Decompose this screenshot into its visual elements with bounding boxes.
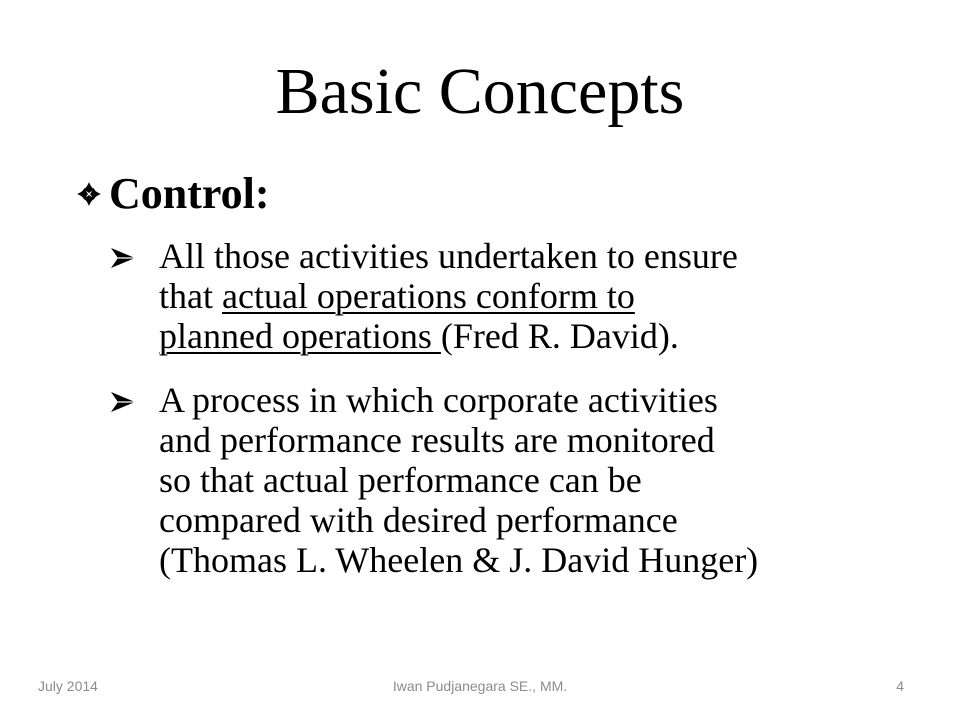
underlined-text-segment: planned operations	[159, 316, 441, 356]
arrow-bullet-icon	[110, 246, 136, 270]
underlined-text-segment: actual operations conform to	[221, 276, 635, 316]
text-segment: compared with desired performance	[159, 500, 678, 540]
text-line	[159, 500, 890, 540]
arrow-bullet-icon	[110, 390, 136, 414]
bullet-control	[75, 166, 270, 222]
text-line	[159, 460, 890, 500]
text-line	[159, 316, 890, 356]
text-line	[159, 236, 890, 276]
text-segment: and performance results are monitored	[159, 420, 715, 460]
text-line	[159, 420, 890, 460]
text-line	[159, 276, 890, 316]
bullet-label: Control:	[109, 169, 270, 218]
sub-bullet-definition-david	[110, 236, 890, 356]
sub-bullet-text	[159, 380, 890, 580]
text-line	[159, 540, 890, 580]
text-line	[159, 380, 890, 420]
sub-bullet-definition-wheelen-hunger	[110, 380, 890, 580]
footer-date: July 2014	[38, 678, 98, 694]
footer-page-number: 4	[896, 678, 904, 694]
text-segment: so that actual performance can be	[159, 460, 642, 500]
slide-title: Basic Concepts	[275, 55, 685, 128]
footer-author: Iwan Pudjanegara SE., MM.	[392, 678, 568, 694]
sub-bullet-text	[159, 236, 890, 356]
text-segment: A process in which corporate activities	[159, 380, 718, 420]
text-segment: that	[159, 276, 222, 316]
text-segment: (Thomas L. Wheelen & J. David Hunger)	[159, 540, 759, 580]
diamond-bullet-icon	[75, 180, 103, 208]
text-segment: (Fred R. David).	[440, 316, 679, 356]
text-segment: All those activities undertaken to ensure	[159, 236, 738, 276]
